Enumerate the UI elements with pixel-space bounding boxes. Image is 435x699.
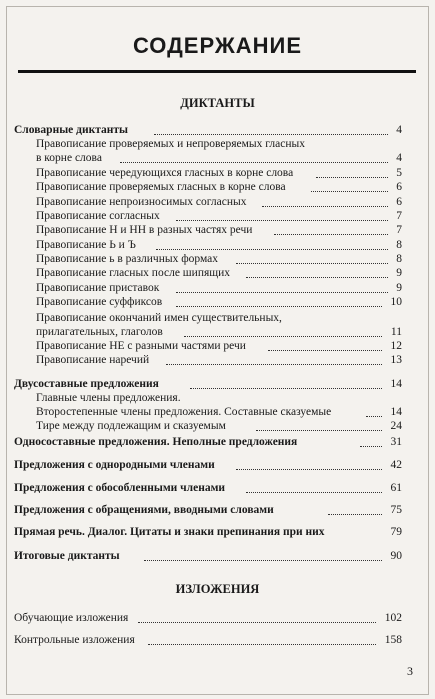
toc-entry-page: 11 (390, 326, 402, 338)
dot-leader (120, 161, 388, 163)
toc-entry-page: 158 (384, 634, 402, 646)
toc-entry[interactable] (14, 481, 402, 495)
toc-entry[interactable] (36, 180, 402, 194)
toc-entry-label: Правописание наречий (36, 354, 150, 366)
toc-entry-label: Правописание согласных (36, 210, 160, 222)
toc-entry[interactable] (36, 295, 402, 309)
dot-leader (144, 559, 382, 561)
toc-entry[interactable] (14, 525, 402, 539)
toc-entry[interactable] (14, 549, 402, 563)
toc-entry-label: Правописание Ь и Ъ (36, 239, 136, 251)
toc-entry[interactable] (14, 435, 402, 449)
toc-entry-page: 90 (390, 550, 402, 562)
toc-entry-label: Правописание проверяемых и непроверяемых гласных (36, 138, 305, 150)
toc-entry-label: Правописание Н и НН в разных частях речи (36, 224, 253, 236)
toc-entry[interactable] (36, 195, 402, 209)
dot-leader (154, 133, 388, 135)
toc-entry-label: Правописание гласных после шипящих (36, 267, 231, 279)
toc-entry-page: 9 (396, 267, 402, 279)
dot-leader (176, 305, 382, 307)
dot-leader (256, 429, 382, 431)
toc-entry-page: 14 (390, 406, 402, 418)
dot-leader (166, 363, 382, 365)
toc-entry-page: 13 (390, 354, 402, 366)
toc-entry[interactable] (36, 166, 402, 180)
toc-entry-page: 75 (390, 504, 402, 516)
toc-entry[interactable] (36, 209, 402, 223)
dot-leader (262, 205, 388, 207)
toc-entry[interactable] (36, 419, 402, 433)
dot-leader (156, 248, 388, 250)
toc-entry-page: 10 (390, 296, 402, 308)
toc-entry-label: Правописание проверяемых гласных в корне слова (36, 181, 286, 193)
toc-entry-page: 61 (390, 482, 402, 494)
toc-entry-page: 14 (390, 378, 402, 390)
toc-entry-label: Двусоставные предложения (14, 378, 159, 390)
toc-entry-label: Контрольные изложения (14, 634, 135, 646)
dot-leader (190, 387, 382, 389)
toc-entry[interactable] (36, 339, 402, 353)
toc-entry[interactable] (36, 266, 402, 280)
toc-entry-label: Предложения с однородными членами (14, 459, 215, 471)
toc-entry-page: 7 (396, 210, 402, 222)
toc-entry[interactable] (36, 252, 402, 266)
dot-leader (268, 349, 382, 351)
toc-entry-label: в корне слова (36, 152, 102, 164)
dot-leader (176, 291, 388, 293)
toc-entry-page: 6 (396, 181, 402, 193)
toc-entry[interactable] (14, 377, 402, 391)
dot-leader (316, 176, 388, 178)
dot-leader (184, 335, 382, 337)
toc-entry-page: 9 (396, 282, 402, 294)
toc-entry[interactable] (36, 353, 402, 367)
dot-leader (311, 190, 388, 192)
dot-leader (246, 276, 388, 278)
toc-entry[interactable] (36, 151, 402, 165)
dot-leader (236, 468, 382, 470)
toc-entry[interactable] (36, 238, 402, 252)
toc-entry[interactable] (14, 611, 402, 625)
toc-entry-page: 6 (396, 196, 402, 208)
toc-entry[interactable] (36, 405, 402, 419)
toc-entry[interactable] (36, 281, 402, 295)
toc-entry[interactable] (14, 458, 402, 472)
toc-entry-label: Обучающие изложения (14, 612, 129, 624)
toc-entry-page: 4 (396, 124, 402, 136)
toc-entry-page: 31 (390, 436, 402, 448)
toc-entry-page: 42 (390, 459, 402, 471)
toc-entry-label: Правописание непроизносимых согласных (36, 196, 247, 208)
dot-leader (148, 643, 376, 645)
dot-leader (274, 233, 388, 235)
toc-entry-label: Тире между подлежащим и сказуемым (36, 420, 226, 432)
title-underline (18, 70, 416, 73)
toc-entry-page: 102 (384, 612, 402, 624)
toc-entry-page: 12 (390, 340, 402, 352)
toc-entry[interactable] (36, 325, 402, 339)
dot-leader (360, 445, 382, 447)
toc-entry-label: Правописание чередующихся гласных в корне слова (36, 167, 294, 179)
toc-entry-label: Словарные диктанты (14, 124, 129, 136)
toc-entry-label: Предложения с обращениями, вводными словами (14, 504, 274, 516)
toc-entry-label: Односоставные предложения. Неполные предложения (14, 436, 298, 448)
toc-entry-label: Правописание окончаний имен существительных, (36, 312, 282, 324)
toc-entry[interactable] (14, 503, 402, 517)
dot-leader (246, 491, 382, 493)
toc-entry-label: Правописание НЕ с разными частями речи (36, 340, 246, 352)
toc-entry[interactable] (14, 633, 402, 647)
toc-entry[interactable] (14, 123, 402, 137)
toc-entry-page: 4 (396, 152, 402, 164)
dot-leader (176, 219, 388, 221)
page-number: 3 (407, 664, 413, 678)
toc-entry-page: 24 (390, 420, 402, 432)
toc-entry-label: Правописание приставок (36, 282, 160, 294)
section-heading-expositions: ИЗЛОЖЕНИЯ (175, 582, 260, 596)
section-heading-dictations: ДИКТАНТЫ (180, 96, 255, 110)
toc-entry-label: Главные члены предложения. (36, 392, 181, 404)
toc-entry-label: Правописание суффиксов (36, 296, 163, 308)
toc-entry-page: 79 (390, 526, 402, 538)
toc-entry-label: Правописание ь в различных формах (36, 253, 219, 265)
toc-entry-page: 8 (396, 253, 402, 265)
toc-entry-label: Предложения с обособленными членами (14, 482, 226, 494)
dot-leader (366, 415, 382, 417)
dot-leader (328, 513, 382, 515)
toc-entry-label: Второстепенные члены предложения. Составные сказуемые (36, 406, 332, 418)
page-title: СОДЕРЖАНИЕ (132, 33, 303, 58)
toc-entry-page: 5 (396, 167, 402, 179)
dot-leader (138, 621, 376, 623)
dot-leader (236, 262, 388, 264)
toc-entry-label: Итоговые диктанты (14, 550, 120, 562)
toc-entry[interactable] (36, 223, 402, 237)
toc-entry-page: 7 (396, 224, 402, 236)
toc-entry-label: Прямая речь. Диалог. Цитаты и знаки препинания при них (14, 526, 325, 538)
toc-entry-page: 8 (396, 239, 402, 251)
toc-entry-label: прилагательных, глаголов (36, 326, 163, 338)
